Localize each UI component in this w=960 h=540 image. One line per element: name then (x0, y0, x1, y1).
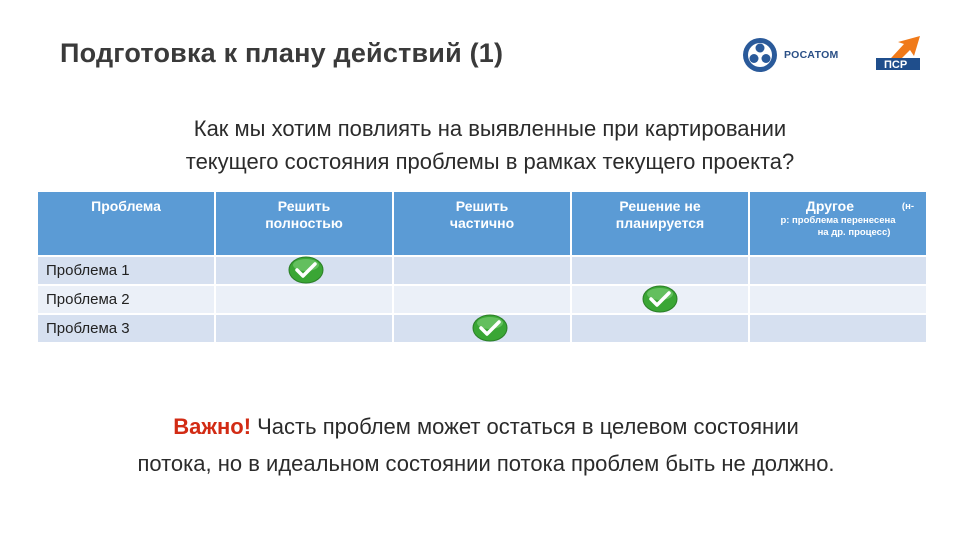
header-problem: Проблема (37, 191, 215, 256)
table-row (37, 285, 927, 314)
important-line-2: потока, но в идеальном состоянии потока проблем быть не должно. (137, 451, 835, 476)
cell-other (749, 256, 927, 285)
svg-text:ПСР: ПСР (884, 59, 908, 70)
cell-other (749, 314, 927, 343)
row-label: Проблема 1 (37, 256, 215, 285)
row-label: Проблема 2 (37, 285, 215, 314)
cell-solve-partially (393, 314, 571, 343)
important-note (0, 408, 960, 482)
important-line-1 (0, 408, 960, 445)
header-other-note-line2: р: проблема перенесена (780, 215, 896, 226)
cell-no-solution (571, 314, 749, 343)
question-line-2: текущего состояния проблемы в рамках текущего проекта? (185, 149, 795, 174)
cell-no-solution (571, 256, 749, 285)
cell-solve-fully (215, 314, 393, 343)
slide-title: Подготовка к плану действий (1) (60, 38, 504, 68)
rosatom-atom-icon (742, 37, 778, 73)
rosatom-logo-text: РОСАТОМ (784, 49, 839, 61)
cell-solve-partially (393, 256, 571, 285)
rosatom-logo (742, 37, 839, 73)
problem-table (36, 190, 928, 344)
cell-solve-partially (393, 285, 571, 314)
cell-solve-fully (215, 256, 393, 285)
header-other-label: Другое (805, 198, 855, 214)
green-checkmark-icon (472, 314, 508, 342)
table-row (37, 314, 927, 343)
row-label: Проблема 3 (37, 314, 215, 343)
green-checkmark-icon (642, 285, 678, 313)
green-checkmark-icon (288, 256, 324, 284)
header-no-solution: Решение не планируется (571, 191, 749, 256)
header-solve-fully: Решить полностью (215, 191, 393, 256)
ps-logo (874, 36, 922, 70)
table-header-row (37, 191, 927, 256)
question-line-1: Как мы хотим повлиять на выявленные при картировании (193, 116, 787, 141)
cell-solve-fully (215, 285, 393, 314)
header-other-note-start: (н- (901, 201, 914, 212)
header-other (749, 191, 927, 256)
important-label: Важно! (173, 414, 252, 439)
question-text (0, 112, 960, 178)
table-row (37, 256, 927, 285)
header-other-note-line3: на др. процесс) (817, 227, 891, 238)
important-text-1: Часть проблем может остаться в целевом состоянии (251, 414, 799, 439)
cell-no-solution (571, 285, 749, 314)
ps-arrow-icon (874, 36, 922, 70)
header-solve-partially: Решить частично (393, 191, 571, 256)
cell-other (749, 285, 927, 314)
